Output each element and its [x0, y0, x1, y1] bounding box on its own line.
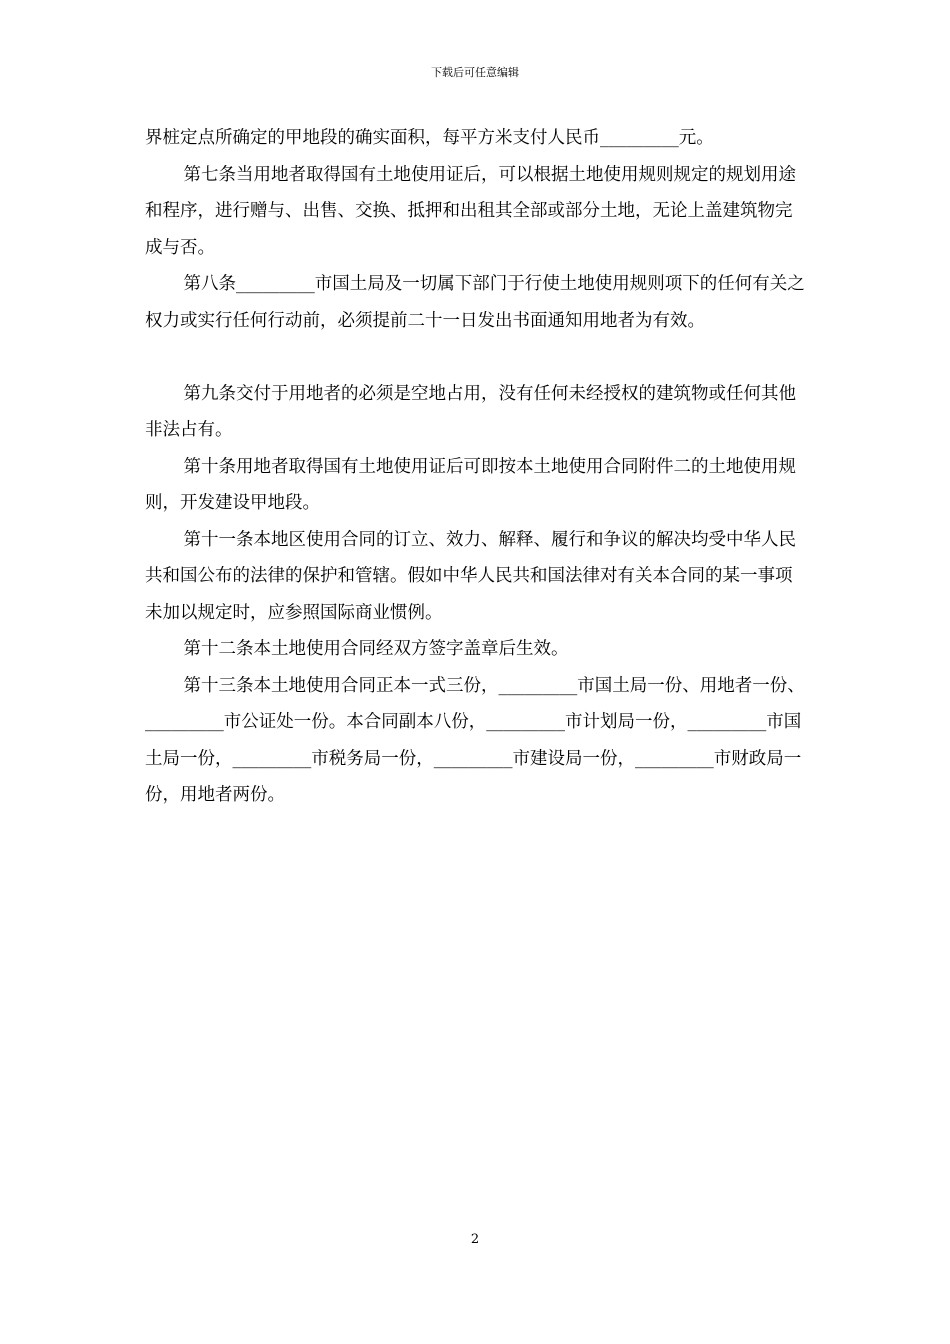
paragraph-article-11: 第十一条本地区使用合同的订立、效力、解释、履行和争议的解决均受中华人民共和国公布的法律的保护和管辖。假如中华人民共和国法律对有关本合同的某一事项未加以规定时，应参照国际商业惯例。 [145, 529, 796, 623]
paragraph-article-12: 第十二条本土地使用合同经双方签字盖章后生效。 [183, 639, 569, 659]
page-number: 2 [470, 1232, 480, 1247]
paragraph-article-10: 第十条用地者取得国有土地使用证后可即按本土地使用合同附件二的土地使用规则，开发建设甲地段。 [145, 456, 796, 513]
paragraph-article-13: 第十三条本土地使用合同正本一式三份，_________市国土局一份、用地者一份、_________市公证处一份。本合同副本八份，_________市计划局一份，_________市国土局一份，_________市税务局一份，_________市建设局一份，_________市财政局一份，用地者两份。 [145, 675, 805, 805]
paragraph-article-8: 第八条_________市国土局及一切属下部门于行使土地使用规则项下的任何有关之权力或实行任何行动前，必须提前二十一日发出书面通知用地者为有效。 [145, 274, 805, 331]
paragraph-article-9: 第九条交付于用地者的必须是空地占用，没有任何未经授权的建筑物或任何其他非法占有。 [145, 383, 796, 440]
page-header: 下载后可任意编辑 [431, 66, 519, 79]
document-body [145, 120, 808, 814]
blank-line [145, 339, 808, 376]
paragraph-continuation: 界桩定点所确定的甲地段的确实面积，每平方米支付人民币_________元。 [145, 128, 714, 148]
paragraph-article-7: 第七条当用地者取得国有土地使用证后，可以根据土地使用规则规定的规划用途和程序，进行赠与、出售、交换、抵押和出租其全部或部分土地，无论上盖建筑物完成与否。 [145, 164, 796, 258]
